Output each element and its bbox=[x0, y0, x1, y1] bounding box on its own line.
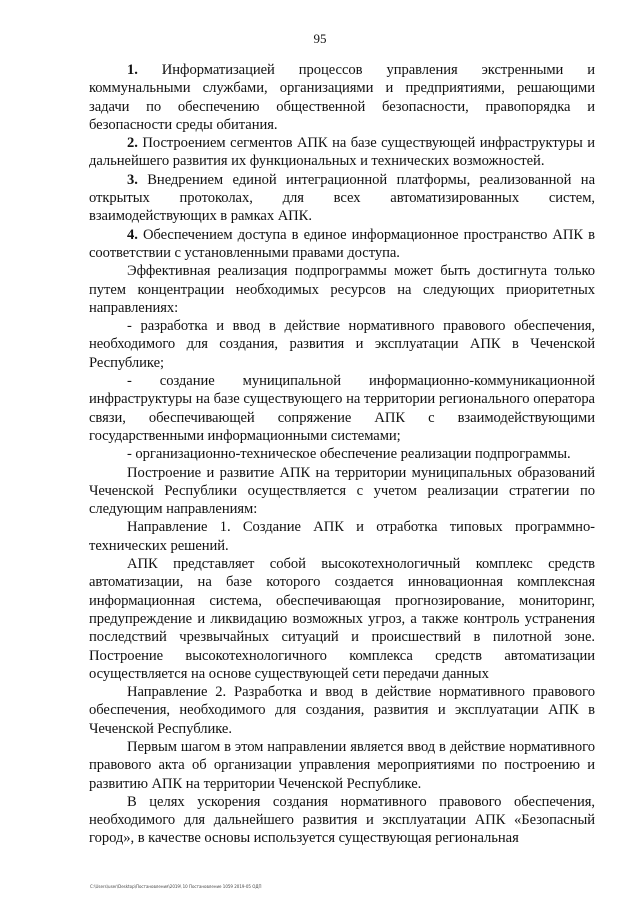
paragraph-text: Внедрением единой интеграционной платформы, реализованной на открытых протоколах, для всех автоматизированных систем, взаимодействующих в рамках АПК. bbox=[89, 171, 595, 225]
paragraph-7: АПК представляет собой высокотехнологичный комплекс средств автоматизации, на базе которого создается инновационная комплексная информационная система, обеспечивающая прогнозирование, мониторинг, предупреждение и ликвидацию возможных угроз, а также контроль устранения последствий чрезвычайных ситуаций и происшествий в пилотной зоне. Построение высокотехнологичного комплекса средств автоматизации осуществляется на основе существующей сети передачи данных bbox=[89, 556, 595, 682]
paragraph-number: 1. bbox=[127, 62, 138, 78]
paragraph-2 bbox=[89, 134, 595, 171]
page-number: 95 bbox=[313, 31, 327, 46]
document-body bbox=[89, 61, 595, 848]
paragraph-8: Первым шагом в этом направлении является ввод в действие нормативного правового акта об организации управления мероприятиями по построению и развитию АПК на территории Чеченской Республике. bbox=[89, 738, 595, 792]
paragraph-4 bbox=[89, 226, 595, 263]
paragraph-5: Эффективная реализация подпрограммы может быть достигнута только путем концентрации необходимых ресурсов на следующих приоритетных направлениях: bbox=[89, 263, 595, 316]
list-item-2: - создание муниципальной информационно-коммуникационной инфраструктуры на базе существующего на территории регионального оператора связи, обеспечивающей сопряжение АПК с взаимодействующими государственными информационными системами; bbox=[89, 373, 595, 444]
paragraph-9: В целях ускорения создания нормативного правового обеспечения, необходимого для дальнейшего развития и эксплуатации АПК «Безопасный город», в качестве основы используется существующая региональная bbox=[89, 793, 595, 847]
paragraph-number: 4. bbox=[127, 226, 138, 243]
direction-1-heading: Направление 1. Создание АПК и отработка типовых программно-технических решений. bbox=[89, 519, 595, 554]
paragraph-number: 3. bbox=[127, 171, 138, 188]
paragraph-number: 2. bbox=[127, 135, 138, 152]
paragraph-1 bbox=[89, 61, 595, 134]
paragraph-text: Обеспечением доступа в единое информационное пространство АПК в соответствии с установленными правами доступа. bbox=[89, 226, 595, 261]
list-item-1: - разработка и ввод в действие нормативного правового обеспечения, необходимого для создания, развития и эксплуатации АПК в Чеченской Республике; bbox=[89, 318, 595, 371]
paragraph-text: Информатизацией процессов управления экстренными и коммунальными службами, организациями и предприятиями, решающими задачи по обеспечению общественной безопасности, правопорядка и безопасности среды обитания. bbox=[89, 62, 595, 133]
direction-2-heading: Направление 2. Разработка и ввод в действие нормативного правового обеспечения, необходимого для создания, развития и эксплуатации АПК в Чеченской Республике. bbox=[89, 684, 595, 737]
paragraph-text: Построением сегментов АПК на базе существующей инфраструктуры и дальнейшего развития их функциональных и технических возможностей. bbox=[89, 135, 595, 170]
list-item-3: - организационно-техническое обеспечение реализации подпрограммы. bbox=[127, 446, 571, 463]
paragraph-6: Построение и развитие АПК на территории муниципальных образований Чеченской Республики осуществляется с учетом реализации стратегии по следующим направлениям: bbox=[89, 464, 595, 518]
paragraph-3 bbox=[89, 171, 595, 226]
file-path-footer: С:\Users\user\Desktop\Постановления\2019\ 10 Постановление 1059 2019-05 ОДП bbox=[90, 884, 262, 889]
